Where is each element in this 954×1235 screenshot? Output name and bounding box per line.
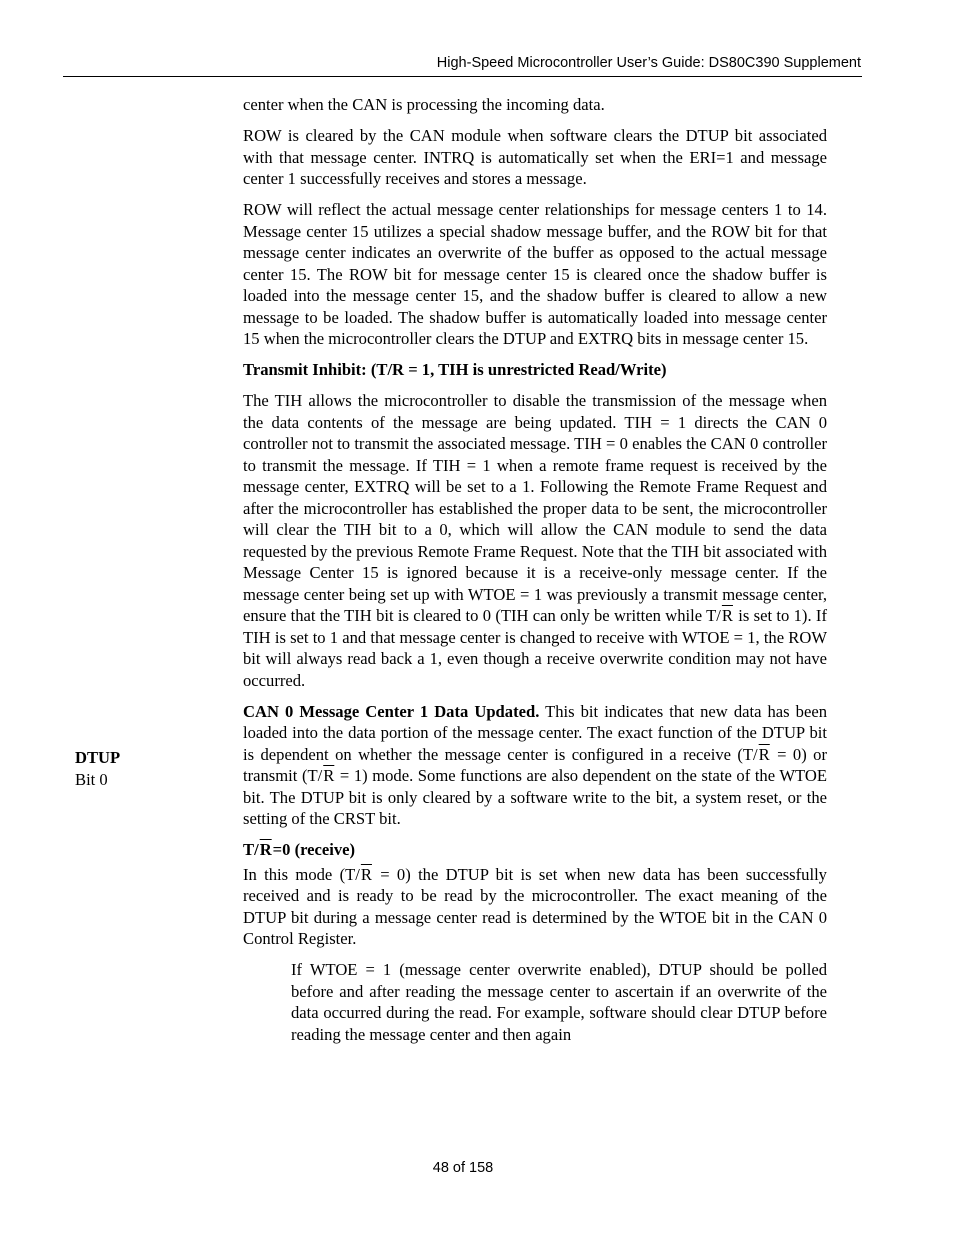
- r-overbar: $\overline{R}$: [323, 766, 335, 785]
- paragraph-tih: [243, 390, 827, 691]
- paragraph-dtup: [243, 701, 827, 830]
- r-overbar: $\overline{R}$: [758, 744, 770, 764]
- receive-text-a: In this mode (T/: [243, 864, 360, 884]
- bit-number: Bit 0: [75, 769, 108, 789]
- running-header: High-Speed Microcontroller User’s Guide: DS80C390 Supplement: [436, 55, 861, 71]
- receive-text-b: = 0) the DTUP bit is set when new data has been successfully received and is ready to be read by the microcontroller. The exact meaning of the DTUP bit during a message center read is determined by the WTOE bit in the CAN 0 Control Register.: [243, 864, 827, 948]
- page-number: 48 of 158: [432, 1160, 494, 1176]
- dtup-text-b: = 0) or transmit (T/: [243, 744, 827, 785]
- dtup-lead: CAN 0 Message Center 1 Data Updated.: [243, 701, 540, 721]
- paragraph-wtoe: If WTOE = 1 (message center overwrite enabled), DTUP should be polled before and after reading the message center to ascertain if an overwrite of the data occurred during the read. For example, software should clear DTUP before reading the message center and then again: [291, 960, 827, 1044]
- paragraph-continuation: center when the CAN is processing the incoming data.: [243, 95, 605, 114]
- r-overbar: $\overline{R}$: [721, 606, 733, 625]
- receive-heading-b: =0 (receive): [272, 840, 356, 859]
- bit-label: [75, 747, 120, 790]
- receive-heading-a: T/: [243, 840, 259, 859]
- tih-text-b: is set to 1). If TIH is set to 1 and that message center is changed to receive with WTOE = 1, the ROW bit will always read back a 1, even though a receive overwrite condition may not have occurred.: [243, 606, 827, 690]
- dtup-text-c: = 1) mode. Some functions are also dependent on the state of the WTOE bit. The DTUP bit is only cleared by a software write to the bit, a system reset, or the setting of the CRST bit.: [243, 766, 827, 828]
- r-overbar: $\overline{R}$: [360, 864, 372, 884]
- tih-heading: Transmit Inhibit: (T/R = 1, TIH is unrestricted Read/Write): [243, 360, 667, 379]
- header-rule: [63, 76, 862, 77]
- body-column: [243, 94, 827, 1055]
- tih-text-a: The TIH allows the microcontroller to disable the transmission of the message when the data contents of the message are being updated. TIH = 1 directs the CAN 0 controller not to transmit the associated message. TIH = 0 enables the CAN 0 controller to transmit the message. If TIH = 1 when a remote frame request is received by the message center, EXTRQ will be set to a 1. Following the Remote Frame Request and after the microcontroller has established the proper data to be sent, the microcontroller will clear the TIH bit to a 0, which will allow the CAN module to send the data requested by the previous Remote Frame Request. Note that the TIH bit associated with Message Center 15 is ignored because it is a receive-only message center. If the message center being set up with WTOE = 1 was previously a transmit message center, ensure that the TIH bit is cleared to 0 (TIH can only be written while T/: [243, 391, 827, 625]
- paragraph-row-cleared: ROW is cleared by the CAN module when software clears the DTUP bit associated with that message center. INTRQ is automatically set when the ERI=1 and message center 1 successfully receives and stores a message.: [243, 126, 827, 188]
- receive-heading: [243, 839, 827, 861]
- paragraph-row-shadow: ROW will reflect the actual message center relationships for message centers 1 to 14. Message center 15 utilizes a special shadow message buffer, and the ROW bit for that message center indicates an overwrite of the buffer as opposed to the actual message center 15. The ROW bit for message center 15 is cleared once the shadow buffer is loaded into the message center 15, and the shadow buffer is cleared to allow a new message to be loaded. The shadow buffer is automatically loaded into message center 15 when the microcontroller clears the DTUP and EXTRQ bits in message center 15.: [243, 200, 827, 348]
- r-overbar: $\overline{R}$: [259, 840, 272, 859]
- paragraph-receive: [243, 864, 827, 950]
- dtup-text-a: This bit indicates that new data has been loaded into the data portion of the message center. The exact function of the DTUP bit is dependent on whether the message center is configured in a receive (T/: [243, 701, 827, 764]
- bit-name: DTUP: [75, 748, 121, 767]
